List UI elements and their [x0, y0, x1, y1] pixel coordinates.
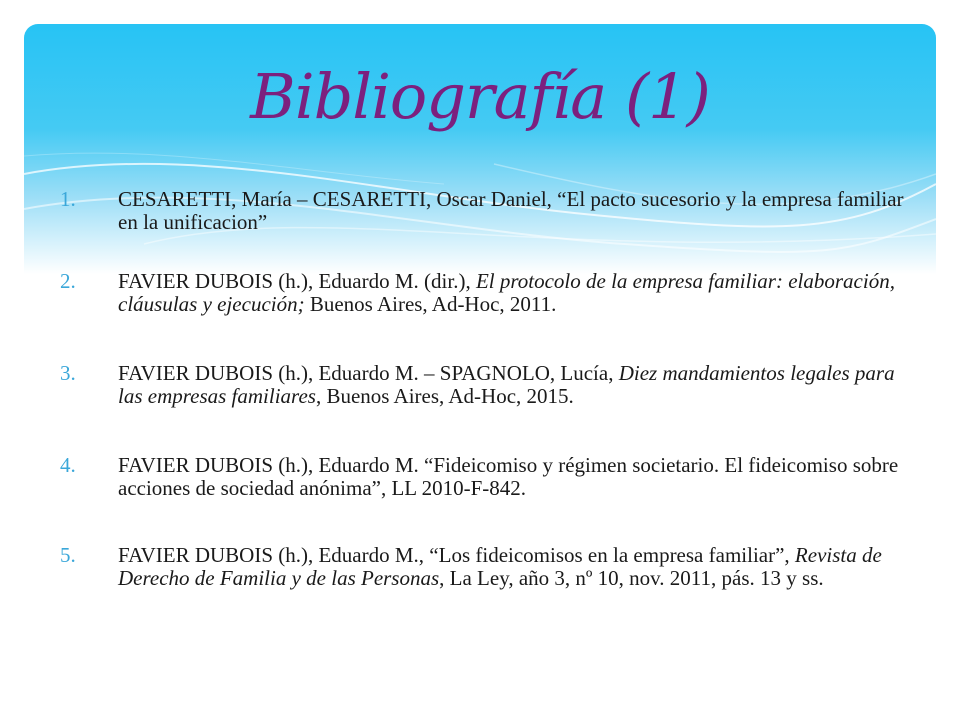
item-text: FAVIER DUBOIS (h.), Eduardo M. “Fideicomiso y régimen societario. El fideicomiso sobre acciones de sociedad anónima”, LL 2010-F-842. [118, 453, 899, 500]
bibliography-item-3 [60, 362, 905, 408]
page-title: Bibliografía (1) [250, 60, 710, 133]
item-number: 1. [60, 187, 76, 211]
item-number: 5. [60, 543, 76, 567]
item-text-italic: El protocolo de la empresa familiar: elaboración, cláusulas y ejecución; [118, 269, 895, 316]
item-text-italic: Revista de Derecho de Familia y de las Personas [118, 543, 882, 590]
item-text-before: FAVIER DUBOIS (h.), Eduardo M. (dir.), [118, 269, 476, 293]
bibliography-item-4 [60, 454, 905, 500]
item-number: 3. [60, 361, 76, 385]
bibliography-list [60, 188, 905, 590]
item-text-after: Buenos Aires, Ad-Hoc, 2011. [304, 292, 557, 316]
item-text [118, 270, 905, 316]
item-text-after: , La Ley, año 3, nº 10, nov. 2011, pás. 13 y ss. [439, 566, 824, 590]
bibliography-item-5 [60, 544, 905, 590]
item-text-italic: Diez mandamientos legales para las empresas familiares [118, 361, 895, 408]
bibliography-item-1 [60, 188, 905, 234]
bibliography-item-2 [60, 270, 905, 316]
item-number: 4. [60, 453, 76, 477]
item-text: CESARETTI, María – CESARETTI, Oscar Daniel, “El pacto sucesorio y la empresa familiar en la unificacion” [118, 187, 904, 234]
item-text [118, 362, 905, 408]
item-text-after: , Buenos Aires, Ad-Hoc, 2015. [315, 384, 574, 408]
item-text-before: FAVIER DUBOIS (h.), Eduardo M., “Los fideicomisos en la empresa familiar”, [118, 543, 795, 567]
item-text [118, 544, 905, 590]
item-number: 2. [60, 269, 76, 293]
item-text-before: FAVIER DUBOIS (h.), Eduardo M. – SPAGNOLO, Lucía, [118, 361, 619, 385]
